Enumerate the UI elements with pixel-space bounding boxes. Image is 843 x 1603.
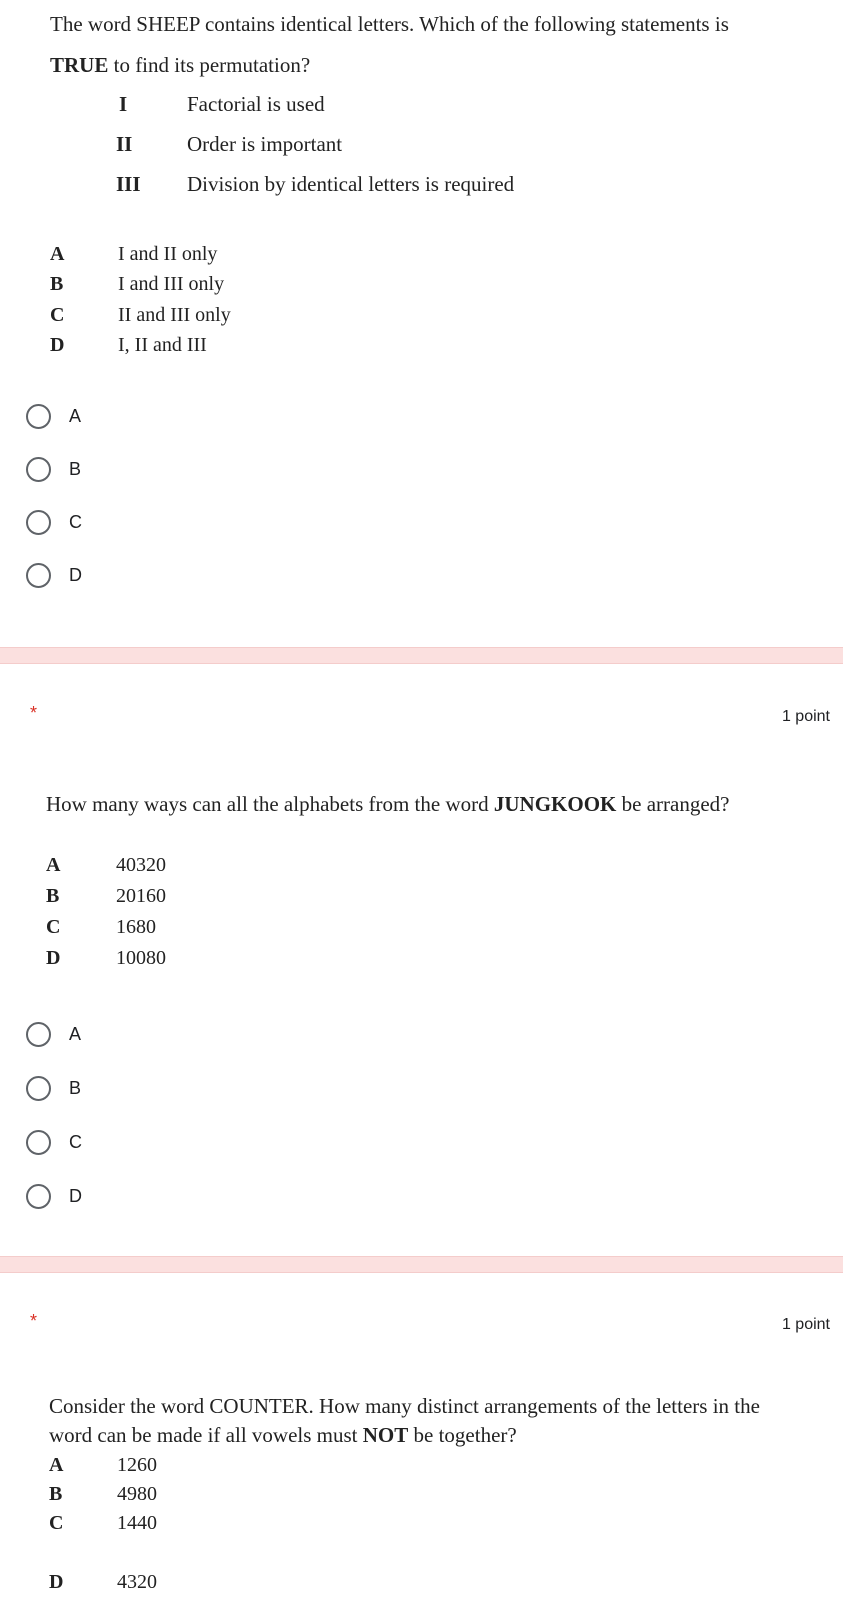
radio-option-b[interactable] — [26, 1073, 326, 1103]
option-letter: C — [50, 304, 65, 326]
radio-option-c[interactable] — [26, 1127, 326, 1157]
points-label: 1 point — [781, 708, 830, 725]
option-letter: B — [50, 273, 64, 295]
radio-circle-icon[interactable] — [26, 1022, 51, 1047]
option-letter: A — [49, 1454, 64, 1476]
radio-circle-icon[interactable] — [26, 510, 51, 535]
radio-option-a[interactable] — [26, 1019, 326, 1049]
question-1-text-line1: The word SHEEP contains identical letters. Which of the following statements is — [50, 12, 729, 36]
option-text: 10080 — [116, 947, 166, 969]
option-text: 40320 — [116, 854, 166, 876]
option-letter: C — [46, 916, 61, 938]
radio-circle-icon[interactable] — [26, 1076, 51, 1101]
radio-label: C — [69, 511, 82, 532]
radio-label: B — [69, 458, 82, 479]
option-text: II and III only — [118, 304, 231, 326]
statement-text: Order is important — [187, 132, 343, 156]
radio-circle-icon[interactable] — [26, 563, 51, 588]
statement-number: I — [119, 92, 128, 116]
statement-text: Division by identical letters is required — [187, 172, 515, 196]
option-text: 4980 — [117, 1483, 157, 1505]
option-letter: B — [46, 885, 60, 907]
section-divider — [0, 1256, 843, 1273]
statement-text: Factorial is used — [187, 92, 325, 116]
required-asterisk: * — [30, 703, 38, 723]
option-text: 4320 — [117, 1571, 157, 1593]
question-1-text-line2: TRUE to find its permutation? — [50, 53, 311, 77]
option-text: 1260 — [117, 1454, 157, 1476]
question-3-text-line1: Consider the word COUNTER. How many distinct arrangements of the letters in the — [49, 1394, 760, 1418]
question-2-text: How many ways can all the alphabets from the word JUNGKOOK be arranged? — [46, 792, 730, 816]
option-letter: C — [49, 1512, 64, 1534]
option-text: I and III only — [118, 273, 225, 295]
option-text: 1680 — [116, 916, 156, 938]
option-letter: A — [50, 243, 65, 265]
points-label: 1 point — [781, 1316, 830, 1333]
section-divider — [0, 647, 843, 664]
required-asterisk: * — [30, 1311, 38, 1331]
radio-option-a[interactable] — [26, 401, 326, 431]
option-letter: D — [49, 1571, 64, 1593]
radio-label: A — [69, 405, 82, 426]
radio-option-d[interactable] — [26, 560, 326, 590]
radio-circle-icon[interactable] — [26, 1130, 51, 1155]
option-letter: D — [50, 334, 65, 356]
radio-option-b[interactable] — [26, 454, 326, 484]
radio-label: D — [69, 564, 82, 585]
statement-number: II — [116, 132, 133, 156]
option-text: 1440 — [117, 1512, 157, 1534]
option-text: 20160 — [116, 885, 166, 907]
radio-circle-icon[interactable] — [26, 404, 51, 429]
radio-label: C — [69, 1131, 82, 1152]
radio-label: D — [69, 1185, 82, 1206]
option-text: I, II and III — [118, 334, 207, 356]
option-letter: B — [49, 1483, 63, 1505]
radio-circle-icon[interactable] — [26, 457, 51, 482]
option-letter: A — [46, 854, 61, 876]
option-letter: D — [46, 947, 61, 969]
radio-label: A — [69, 1023, 82, 1044]
option-text: I and II only — [118, 243, 218, 265]
radio-label: B — [69, 1077, 82, 1098]
radio-option-c[interactable] — [26, 507, 326, 537]
radio-option-d[interactable] — [26, 1181, 326, 1211]
question-3-text-line2: word can be made if all vowels must NOT be together? — [49, 1423, 517, 1447]
statement-number: III — [116, 172, 141, 196]
radio-circle-icon[interactable] — [26, 1184, 51, 1209]
